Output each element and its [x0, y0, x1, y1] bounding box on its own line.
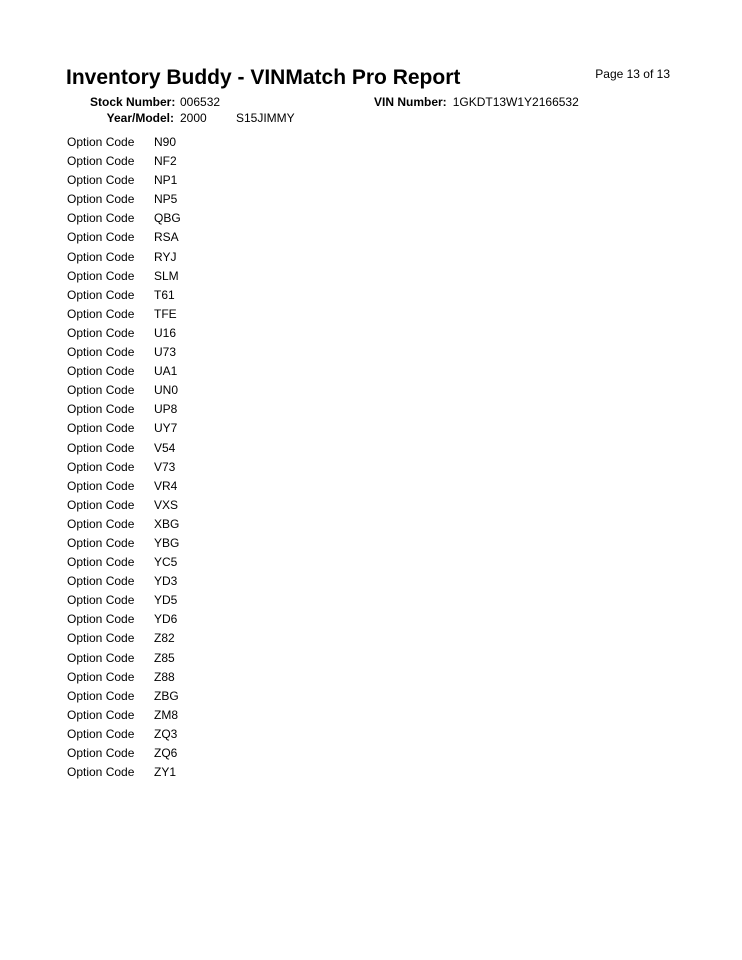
- option-code-value: ZBG: [154, 688, 179, 703]
- option-code-value: UN0: [154, 383, 179, 398]
- vin-value: 1GKDT13W1Y2166532: [452, 95, 579, 109]
- option-code-value: YD6: [154, 612, 178, 627]
- option-code-value: YD5: [154, 593, 178, 608]
- option-code-row: [67, 706, 181, 725]
- model-value: S15JIMMY: [236, 111, 295, 125]
- option-code-label: Option Code: [67, 650, 135, 665]
- option-code-value: ZM8: [154, 707, 178, 722]
- option-code-row: [67, 610, 181, 629]
- option-code-value: SLM: [154, 268, 179, 283]
- option-code-value: Z88: [154, 669, 175, 684]
- option-code-label: Option Code: [67, 383, 135, 398]
- option-code-value: YD3: [154, 574, 178, 589]
- option-code-label: Option Code: [67, 287, 135, 302]
- option-code-row: [67, 534, 181, 553]
- option-code-row: [67, 400, 181, 419]
- option-code-label: Option Code: [67, 459, 135, 474]
- option-code-value: TFE: [154, 306, 177, 321]
- option-code-value: VXS: [154, 497, 179, 512]
- option-code-row: [67, 763, 181, 782]
- option-code-value: YC5: [154, 555, 178, 570]
- option-code-value: NP5: [154, 192, 178, 207]
- year-model-row: [90, 111, 207, 125]
- option-code-label: Option Code: [67, 707, 135, 722]
- option-code-row: [67, 572, 181, 591]
- option-code-row: [67, 477, 181, 496]
- option-code-label: Option Code: [67, 135, 135, 149]
- option-code-value: U16: [154, 325, 177, 340]
- option-code-value: ZY1: [154, 765, 177, 780]
- option-code-row: [67, 687, 181, 706]
- option-code-label: Option Code: [67, 154, 135, 169]
- option-code-label: Option Code: [67, 612, 135, 627]
- option-code-value: N90: [154, 135, 177, 149]
- option-code-row: [67, 133, 181, 152]
- option-code-label: Option Code: [67, 230, 135, 245]
- option-code-row: [67, 553, 181, 572]
- option-code-row: [67, 744, 181, 763]
- option-code-label: Option Code: [67, 268, 135, 283]
- option-code-row: [67, 267, 181, 286]
- option-code-value: UA1: [154, 364, 178, 379]
- option-code-value: Z82: [154, 631, 175, 646]
- option-code-row: [67, 629, 181, 648]
- option-code-label: Option Code: [67, 249, 135, 264]
- option-code-value: RSA: [154, 230, 179, 245]
- option-code-value: NF2: [154, 154, 177, 169]
- option-code-label: Option Code: [67, 211, 135, 226]
- vin-label: VIN Number:: [374, 95, 447, 109]
- option-code-label: Option Code: [67, 421, 135, 436]
- option-code-value: V54: [154, 440, 176, 455]
- option-code-label: Option Code: [67, 555, 135, 570]
- option-code-value: ZQ3: [154, 726, 178, 741]
- option-code-value: RYJ: [154, 249, 177, 264]
- stock-number-label: Stock Number:: [90, 95, 176, 109]
- option-code-label: Option Code: [67, 516, 135, 531]
- option-code-label: Option Code: [67, 173, 135, 188]
- option-code-label: Option Code: [67, 440, 135, 455]
- year-value: 2000: [180, 111, 207, 125]
- report-title: Inventory Buddy - VINMatch Pro Report: [66, 66, 461, 89]
- option-code-label: Option Code: [67, 593, 135, 608]
- option-code-label: Option Code: [67, 325, 135, 340]
- option-code-row: [67, 152, 181, 171]
- option-code-row: [67, 439, 181, 458]
- option-code-row: [67, 362, 181, 381]
- option-code-row: [67, 515, 181, 534]
- option-code-value: NP1: [154, 173, 178, 188]
- stock-number-value: 006532: [180, 95, 221, 109]
- option-code-value: U73: [154, 345, 177, 360]
- option-code-row: [67, 228, 181, 247]
- year-model-label: Year/Model:: [106, 111, 174, 125]
- option-code-label: Option Code: [67, 345, 135, 360]
- option-code-label: Option Code: [67, 765, 135, 780]
- option-code-label: Option Code: [67, 631, 135, 646]
- page-number: Page 13 of 13: [595, 67, 670, 81]
- option-code-label: Option Code: [67, 535, 135, 550]
- option-code-value: QBG: [154, 211, 181, 226]
- option-code-value: Z85: [154, 650, 175, 665]
- option-code-label: Option Code: [67, 688, 135, 703]
- option-code-row: [67, 381, 181, 400]
- option-code-row: [67, 591, 181, 610]
- option-code-row: [67, 248, 181, 267]
- option-code-label: Option Code: [67, 402, 135, 417]
- stock-number-row: [90, 95, 220, 109]
- option-code-value: T61: [154, 287, 175, 302]
- option-code-value: YBG: [154, 535, 180, 550]
- option-code-label: Option Code: [67, 478, 135, 493]
- option-code-row: [67, 324, 181, 343]
- option-code-row: [67, 496, 181, 515]
- option-code-label: Option Code: [67, 746, 135, 760]
- option-code-row: [67, 171, 181, 190]
- option-code-label: Option Code: [67, 726, 135, 741]
- option-code-value: XBG: [154, 516, 180, 531]
- option-code-label: Option Code: [67, 574, 135, 589]
- option-code-value: VR4: [154, 478, 178, 493]
- option-code-row: [67, 286, 181, 305]
- option-code-label: Option Code: [67, 364, 135, 379]
- vin-row: [374, 95, 579, 109]
- option-code-row: [67, 209, 181, 228]
- option-code-row: [67, 190, 181, 209]
- option-code-value: ZQ6: [154, 746, 178, 760]
- option-code-label: Option Code: [67, 306, 135, 321]
- option-code-value: UP8: [154, 402, 178, 417]
- option-code-label: Option Code: [67, 497, 135, 512]
- option-code-row: [67, 343, 181, 362]
- option-code-row: [67, 725, 181, 744]
- option-code-row: [67, 649, 181, 668]
- option-code-row: [67, 419, 181, 438]
- option-code-list: [67, 133, 181, 782]
- option-code-value: UY7: [154, 421, 178, 436]
- option-code-row: [67, 458, 181, 477]
- option-code-label: Option Code: [67, 669, 135, 684]
- option-code-row: [67, 305, 181, 324]
- option-code-value: V73: [154, 459, 176, 474]
- option-code-label: Option Code: [67, 192, 135, 207]
- option-code-row: [67, 668, 181, 687]
